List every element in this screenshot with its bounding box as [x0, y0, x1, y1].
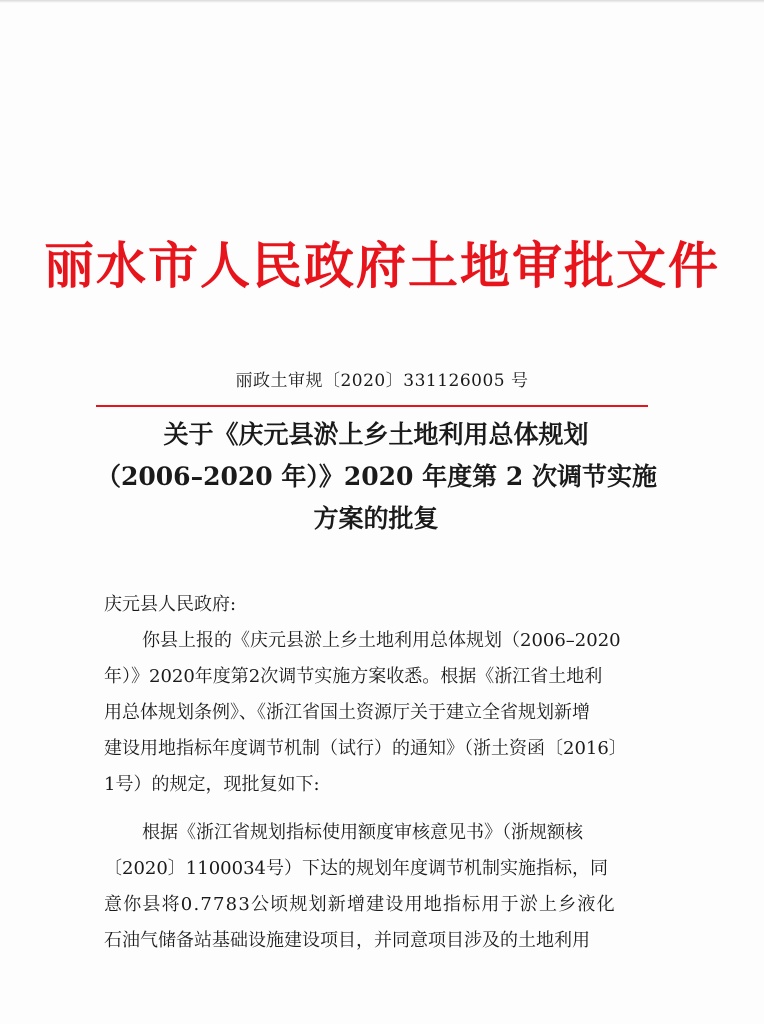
- paragraph-line: 用总体规划条例》、《浙江省国土资源厅关于建立全省规划新增: [104, 702, 590, 723]
- paragraph-line: 1号）的规定，现批复如下:: [104, 774, 320, 795]
- paragraph-line: 〔2020〕1100034号）下达的规划年度调节机制实施指标，同: [104, 858, 608, 879]
- title-line: （2006–2020 年）》2020 年度第 2 次调节实施: [96, 462, 657, 491]
- addressee: 庆元县人民政府:: [104, 594, 237, 615]
- paragraph-line: 意你县将0.7783公顷规划新增建设用地指标用于淤上乡液化: [104, 894, 616, 915]
- paragraph-line: 石油气储备站基础设施建设项目，并同意项目涉及的土地利用: [104, 930, 590, 951]
- title-line: 关于《庆元县淤上乡土地利用总体规划: [163, 420, 589, 449]
- document-header-title: 丽水市人民政府土地审批文件: [44, 237, 720, 295]
- body-paragraph-2: [104, 815, 652, 959]
- body-paragraph-1: [104, 623, 652, 803]
- paragraph-line: 你县上报的《庆元县淤上乡土地利用总体规划（2006–2020: [142, 630, 621, 651]
- document-title: [96, 414, 656, 540]
- document-number: 丽政土审规〔2020〕331126005 号: [235, 371, 529, 391]
- paragraph-line: 建设用地指标年度调节机制（试行）的通知》（浙土资函〔2016〕: [104, 738, 627, 759]
- page-edge: [0, 0, 764, 3]
- header-divider: [96, 405, 648, 407]
- paragraph-line: 年）》2020年度第2次调节实施方案收悉。根据《浙江省土地利: [104, 666, 603, 687]
- title-line: 方案的批复: [313, 504, 439, 533]
- paragraph-line: 根据《浙江省规划指标使用额度审核意见书》（浙规额核: [142, 822, 583, 843]
